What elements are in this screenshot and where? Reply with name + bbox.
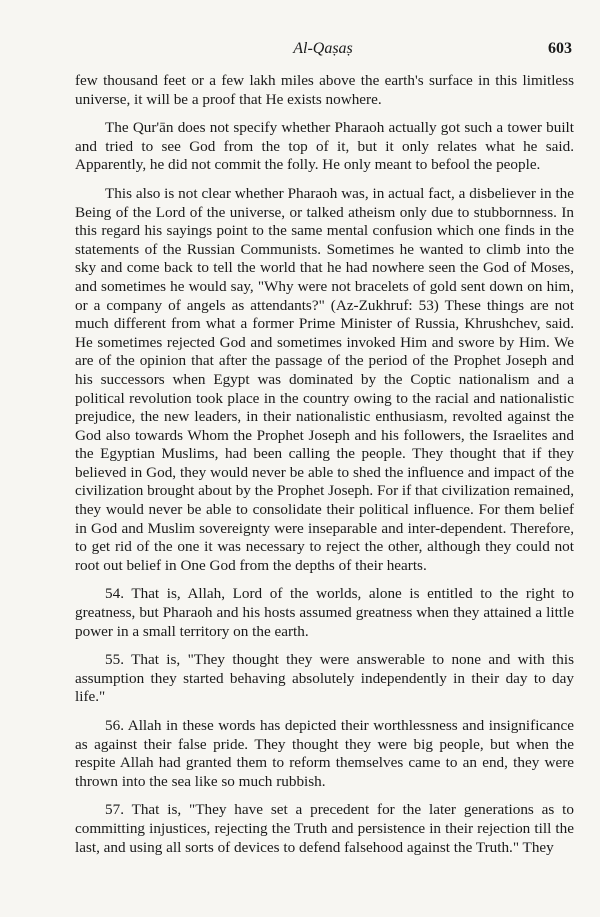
- page-number: 603: [548, 40, 572, 57]
- note-57: 57. That is, "They have set a precedent for the later generations as to committing injustices, rejecting the Truth and persistence in their rejection till the last, and using all sorts of devices to defend falsehood against the Truth." They: [75, 801, 574, 856]
- page-header: [74, 40, 572, 64]
- note-56: 56. Allah in these words has depicted their worthlessness and insignificance as against their false pride. They thought they were big people, but when the respite Allah had granted them to reform themselves came to an end, they were thrown into the sea like so much rubbish.: [75, 717, 574, 790]
- note-55: 55. That is, "They thought they were answerable to none and with this assumption they started behaving absolutely independently in their day to day life.": [75, 651, 574, 706]
- body-text: [75, 72, 574, 867]
- paragraph-continued: few thousand feet or a few lakh miles above the earth's surface in this limitless universe, it will be a proof that He exists nowhere.: [75, 72, 574, 108]
- paragraph-pharaoh-belief: This also is not clear whether Pharaoh was, in actual fact, a disbeliever in the Being of the Lord of the universe, or talked atheism only due to stubbornness. In this regard his sayings point to the same mental confusion which one finds in the statements of the Russian Communists. Sometimes he wanted to climb into the sky and come back to tell the world that he had nowhere seen the God of Moses, and sometimes he would say, "Why were not bracelets of gold sent down on him, or a company of angels as attendants?" (Az-Zukhruf: 53) These things are not much different from what a former Prime Minister of Russia, Khrushchev, said. He sometimes rejected God and sometimes invoked Him and swore by Him. We are of the opinion that after the passage of the period of the Prophet Joseph and his successors when Egypt was dominated by the Coptic nationalism and a political revolution took place in the country owing to the racial and nationalistic prejudice, the new leaders, in their nationalistic enthusiasm, revolted against the God also towards Whom the Prophet Joseph and his followers, the Israelites and the Egyptian Muslims, had been calling the people. They thought that if they believed in God, they would never be able to shed the influence and impact of the civilization brought about by the Prophet Joseph. For if that civilization remained, they would never be able to consolidate their political influence. For them belief in God and Muslim sovereignty were inseparable and inter-dependent. Therefore, to get rid of the one it was necessary to reject the other, although they could not root out belief in One God from the depths of their hearts.: [75, 184, 574, 574]
- running-title: Al-Qaṣaṣ: [293, 40, 353, 57]
- note-54: 54. That is, Allah, Lord of the worlds, alone is entitled to the right to greatness, but Pharaoh and his hosts assumed greatness when they attained a little power in a small territory on the earth.: [75, 585, 574, 640]
- paragraph-tower: The Qur'ān does not specify whether Pharaoh actually got such a tower built and tried to see God from the top of it, but it only relates what he said. Apparently, he did not commit the folly. He only meant to befool the people.: [75, 119, 574, 174]
